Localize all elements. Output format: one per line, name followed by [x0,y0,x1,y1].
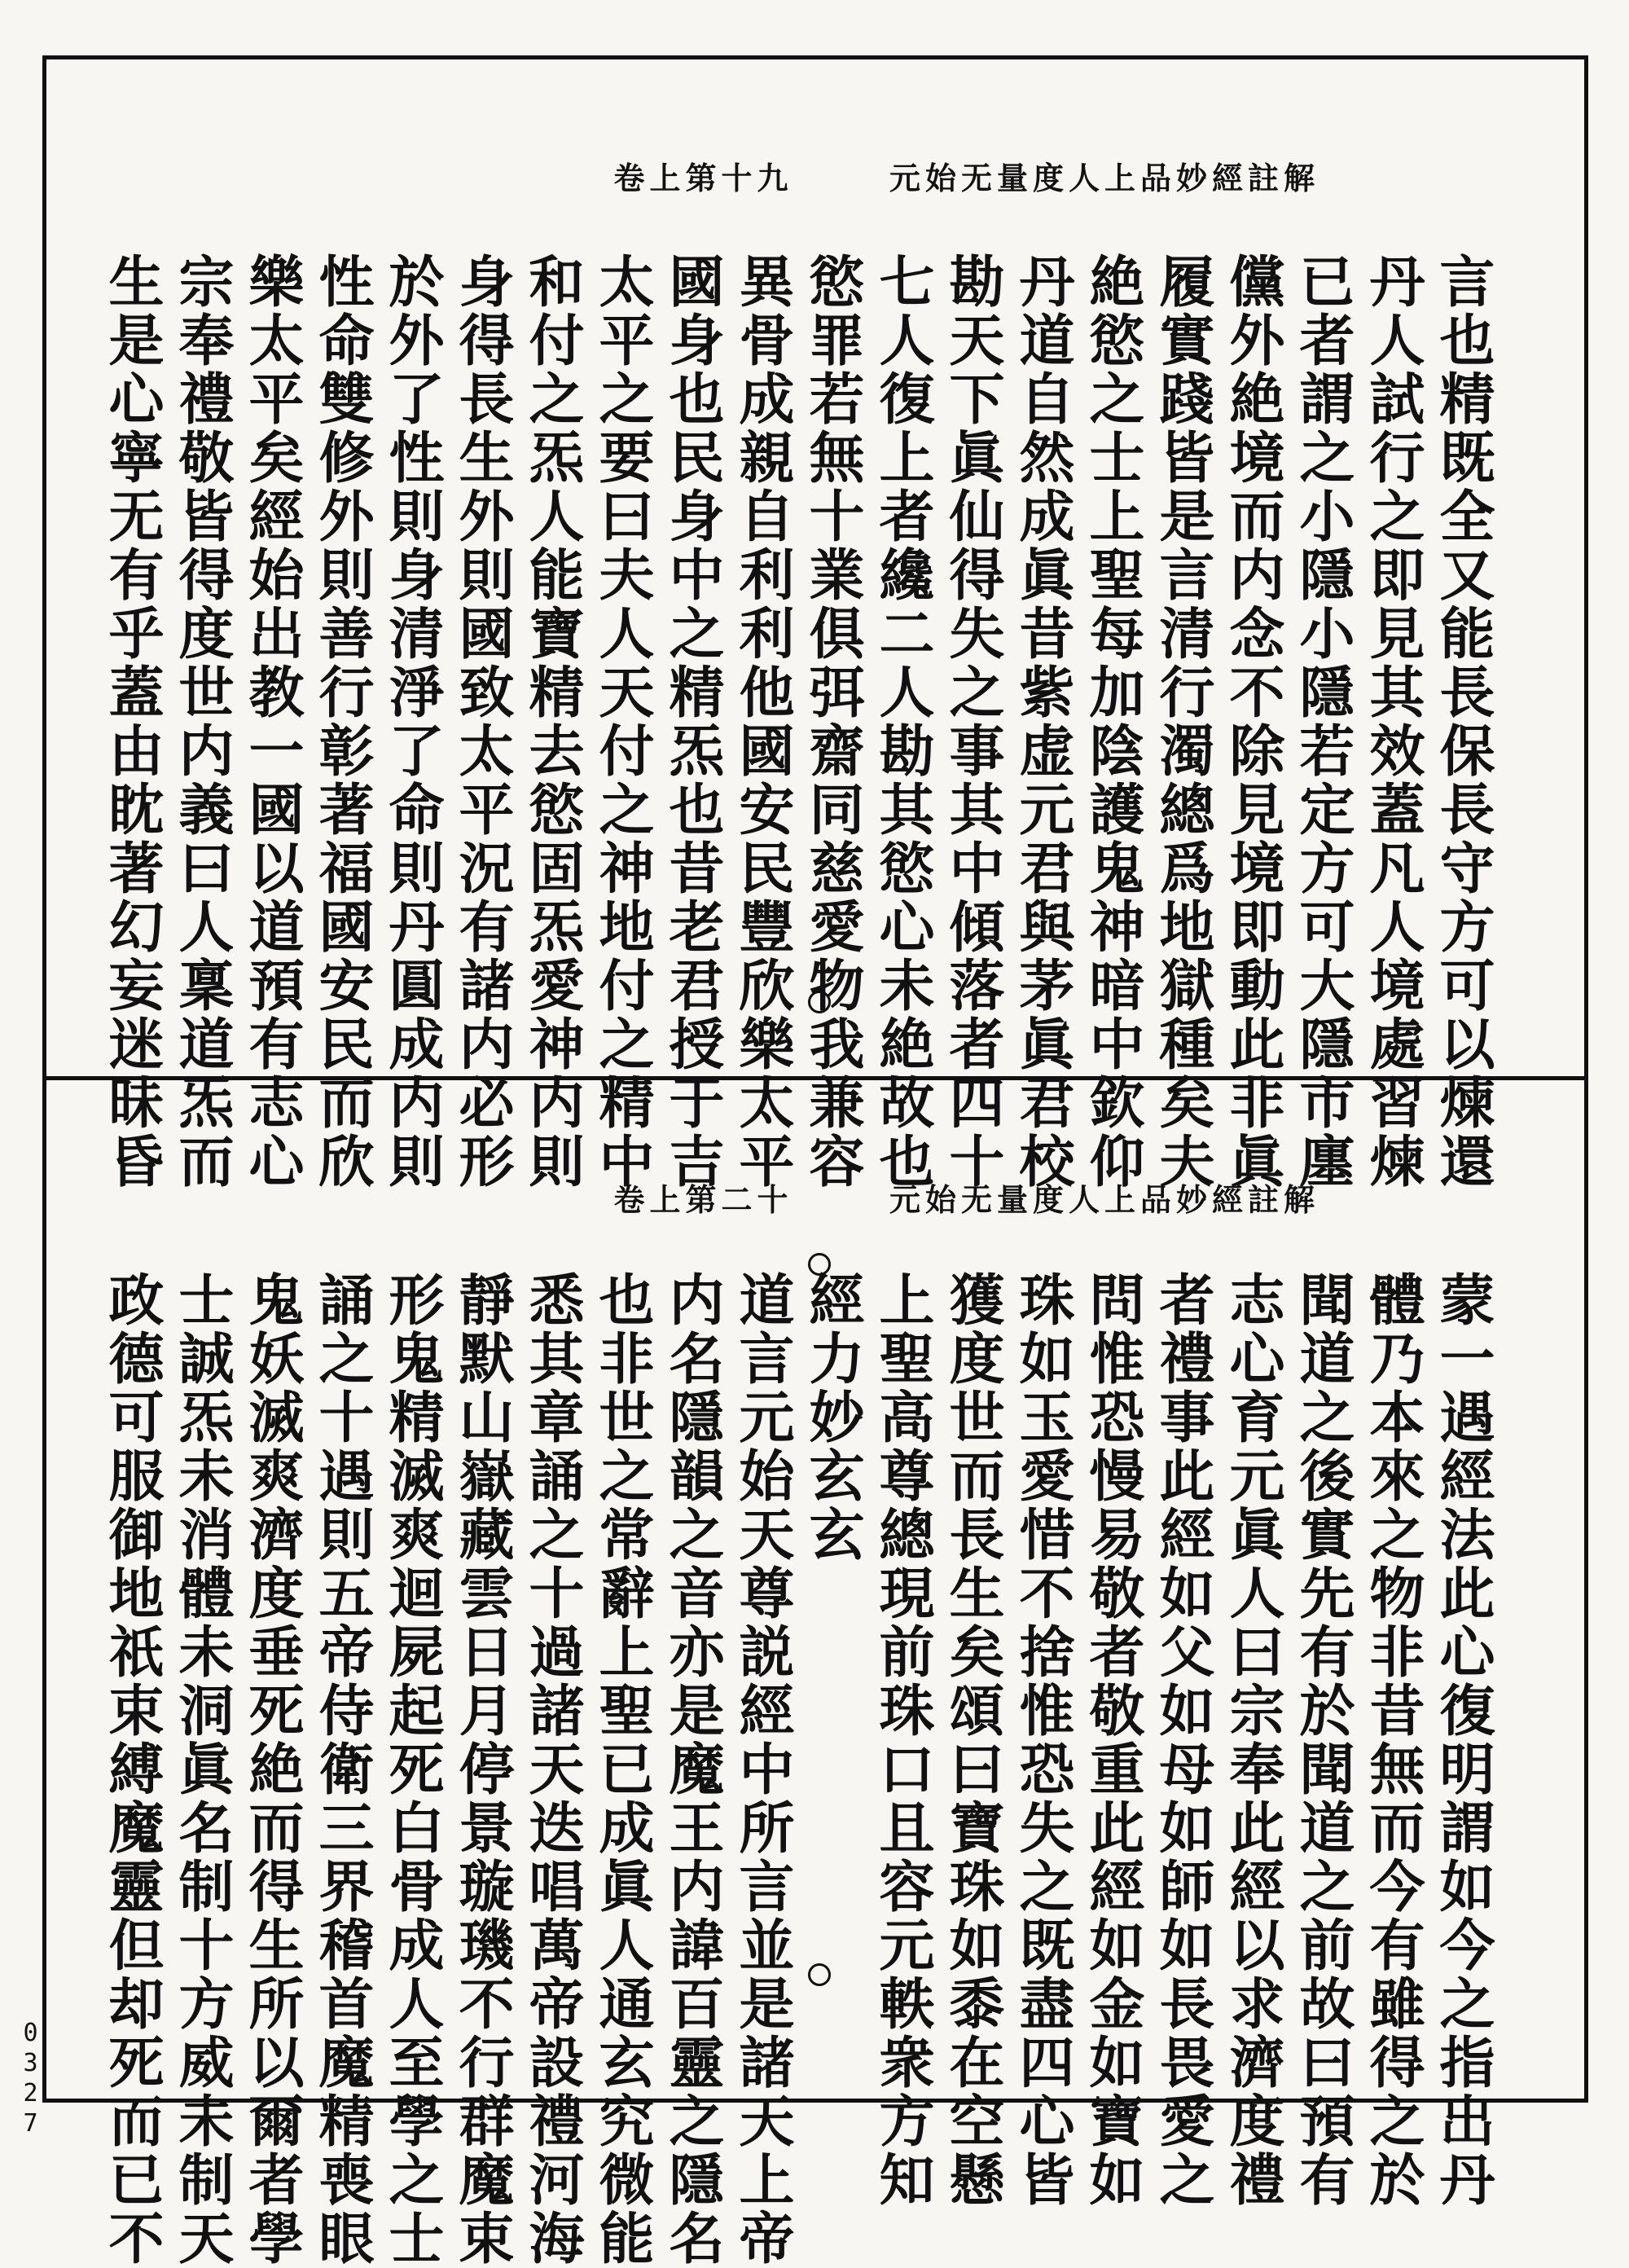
text-column: 上聖高尊總現前珠口且容元軼衆方知 [870,1271,935,2209]
text-column: 志心育元眞人曰宗奉此經以求濟度禮 [1220,1271,1285,2209]
text-column: 宗奉禮敬皆得度世内義曰人稟道炁而 [169,253,235,1191]
top-header-title: 元始无量度人上品妙經註解 [889,160,1319,196]
top-header [614,153,1320,198]
text-column: 也非世之常辭上聖已成眞人通玄究微能 [590,1271,655,2268]
bottom-header-juan: 卷上第二十 [613,1181,793,1218]
text-column: 樂太平矣經始出教一國以道預有志心 [239,253,305,1191]
text-column: 聞道之後實先有於聞道之前故曰預有 [1290,1271,1355,2209]
text-column: 經力妙玄玄 [800,1271,865,1564]
text-column: 履實踐皆是言清行濁總爲地獄種矣夫 [1150,253,1215,1191]
text-column: 絶慾之士上聖每加陰護鬼神暗中欽仰 [1080,253,1145,1191]
text-column: 誦之十遇則五帝侍衛三界稽首魔精喪眼 [310,1271,375,2268]
text-column: 已者謂之小隱小隱若定方可大隱市廛 [1290,253,1355,1191]
text-column: 問惟恐慢易敬者敬重此經如金如寶如 [1080,1271,1145,2209]
text-column: 生是心寧无有乎蓋由眈著幻妄迷昧昏 [99,253,165,1191]
text-column: 形鬼精滅爽迴屍起死白骨成人至學之士 [380,1271,445,2268]
text-column: 太平之要曰夫人天付之神地付之精中 [590,253,655,1191]
text-column: 獲度世而長生矣頌曰寶珠如黍在空懸 [940,1271,1005,2209]
bottom-header-title: 元始无量度人上品妙經註解 [889,1181,1319,1218]
text-column: 勘天下眞仙得失之事其中傾落者四十 [940,253,1005,1191]
text-column: 七人復上者纔二人勘其慾心未絶故也 [870,253,935,1191]
text-column: 悉其章誦之十過諸天迭唱萬帝設禮河海 [520,1271,585,2268]
text-column: 體乃本來之物非昔無而今有雖得之於 [1360,1271,1425,2209]
text-column: 政德可服御地祇束縛魔靈但却死而已不 [99,1271,165,2268]
text-column: 鬼妖滅爽濟度垂死絶而得生所以爾者學 [239,1271,305,2268]
text-column: 道言元始天尊説經中所言並是諸天上帝 [730,1271,795,2268]
top-header-juan: 卷上第十九 [613,160,793,196]
text-column: 和付之炁人能寶精去慾固炁愛神内則 [520,253,585,1191]
text-column: 異骨成親自利利他國安民豐欣樂太平 [730,253,795,1191]
text-column: 慾罪若無十業俱弭齋同慈愛物我兼容 [800,253,865,1191]
text-column: 性命雙修外則善行彰著福國安民而欣 [310,253,375,1191]
text-column: 丹道自然成眞昔紫虚元君與茅眞君校 [1010,253,1075,1191]
section-mark-circle [808,1963,831,1986]
text-column: 者禮事此經如父如母如師如長畏愛之 [1150,1271,1215,2209]
text-column: 言也精既全又能長保長守方可以煉還 [1430,253,1495,1191]
text-column: 身得長生外則國致太平況有諸内必形 [450,253,515,1191]
text-column: 士誠炁未消體未洞眞名制十方威未制天 [169,1271,235,2268]
text-column: 丹人試行之即見其效蓋凡人境處習煉 [1360,253,1425,1191]
text-column: 内名隱韻之音亦是魔王内諱百靈之隱名 [660,1271,725,2268]
section-mark-circle [808,991,831,1013]
text-column: 珠如玉愛惜不捨惟恐失之既盡四心皆 [1010,1271,1075,2209]
text-column: 儻外絶境而内念不除見境即動此非眞 [1220,253,1285,1191]
text-column: 國身也民身中之精炁也昔老君授于吉 [660,253,725,1191]
page-number: 0327 [16,2019,45,2139]
section-mark-circle [808,1253,831,1276]
text-column: 靜默山嶽藏雲日月停景璇璣不行群魔束 [450,1271,515,2268]
text-column: 於外了性則身清淨了命則丹圓成内則 [380,253,445,1191]
text-column: 蒙一遇經法此心復明謂如今之指出丹 [1430,1271,1495,2209]
